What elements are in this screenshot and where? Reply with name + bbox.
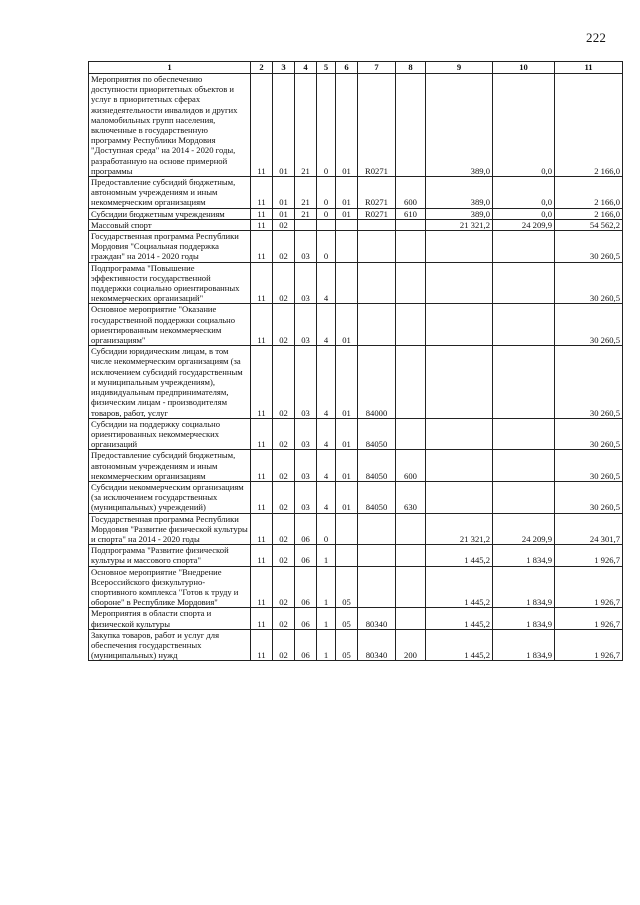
header-row bbox=[89, 62, 623, 74]
budget-table bbox=[88, 61, 623, 661]
amount-col-9 bbox=[426, 304, 493, 346]
razdel-code: 11 bbox=[251, 262, 273, 304]
row-name: Основное мероприятие "Оказание государственной поддержки социально ориентированным некоммерческим организациям" bbox=[89, 304, 251, 346]
razdel-code: 11 bbox=[251, 219, 273, 230]
expense-type-code: 600 bbox=[396, 450, 426, 482]
podrazdel-code: 01 bbox=[273, 208, 295, 219]
col-header: 8 bbox=[396, 62, 426, 74]
amount-col-9: 389,0 bbox=[426, 74, 493, 177]
table-row bbox=[89, 545, 623, 566]
measure-code: 01 bbox=[336, 418, 358, 450]
row-name: Субсидии бюджетным учреждениям bbox=[89, 208, 251, 219]
amount-col-11: 1 926,7 bbox=[555, 566, 623, 608]
subprogram-code: 0 bbox=[317, 74, 336, 177]
expense-type-code bbox=[396, 608, 426, 629]
row-name: Государственная программа Республики Мордовия "Развитие физической культуры и спорта" на 2014 - 2020 годы bbox=[89, 513, 251, 545]
amount-col-10: 0,0 bbox=[493, 74, 555, 177]
row-name: Предоставление субсидий бюджетным, автономным учреждениям и иным некоммерческим организациям bbox=[89, 177, 251, 209]
amount-col-10: 0,0 bbox=[493, 208, 555, 219]
podrazdel-code: 02 bbox=[273, 418, 295, 450]
amount-col-9 bbox=[426, 262, 493, 304]
table-row bbox=[89, 231, 623, 263]
row-name: Подпрограмма "Повышение эффективности государственной поддержки социально ориентированных некоммерческих организаций" bbox=[89, 262, 251, 304]
amount-col-9 bbox=[426, 481, 493, 513]
col-header: 10 bbox=[493, 62, 555, 74]
target-article-code bbox=[358, 513, 396, 545]
row-name: Государственная программа Республики Мордовия "Социальная поддержка граждан" на 2014 - 2020 годы bbox=[89, 231, 251, 263]
row-name: Субсидии юридическим лицам, в том числе некоммерческим организациям (за исключением субсидий государственным и муниципальным учреждениям), индивидуальным предпринимателям, физическим лицам - производителям товаров, работ, услуг bbox=[89, 346, 251, 418]
razdel-code: 11 bbox=[251, 231, 273, 263]
razdel-code: 11 bbox=[251, 208, 273, 219]
subprogram-code: 4 bbox=[317, 481, 336, 513]
expense-type-code bbox=[396, 219, 426, 230]
measure-code: 01 bbox=[336, 304, 358, 346]
expense-type-code: 600 bbox=[396, 177, 426, 209]
amount-col-10 bbox=[493, 231, 555, 263]
measure-code: 01 bbox=[336, 74, 358, 177]
amount-col-10 bbox=[493, 262, 555, 304]
table-row bbox=[89, 208, 623, 219]
podrazdel-code: 01 bbox=[273, 74, 295, 177]
expense-type-code bbox=[396, 513, 426, 545]
measure-code bbox=[336, 513, 358, 545]
amount-col-11: 2 166,0 bbox=[555, 177, 623, 209]
amount-col-11: 30 260,5 bbox=[555, 304, 623, 346]
subprogram-code: 0 bbox=[317, 231, 336, 263]
row-name: Субсидии на поддержку социально ориентированных некоммерческих организаций bbox=[89, 418, 251, 450]
measure-code bbox=[336, 219, 358, 230]
subprogram-code: 0 bbox=[317, 177, 336, 209]
amount-col-9: 1 445,2 bbox=[426, 566, 493, 608]
razdel-code: 11 bbox=[251, 545, 273, 566]
table-row bbox=[89, 566, 623, 608]
row-name: Мероприятия в области спорта и физической культуры bbox=[89, 608, 251, 629]
target-article-code: 80340 bbox=[358, 608, 396, 629]
measure-code: 01 bbox=[336, 346, 358, 418]
expense-type-code: 200 bbox=[396, 629, 426, 661]
podrazdel-code: 02 bbox=[273, 608, 295, 629]
expense-type-code bbox=[396, 346, 426, 418]
target-article-code: 84050 bbox=[358, 450, 396, 482]
subprogram-code: 4 bbox=[317, 304, 336, 346]
subprogram-code: 1 bbox=[317, 545, 336, 566]
podrazdel-code: 02 bbox=[273, 262, 295, 304]
expense-type-code bbox=[396, 418, 426, 450]
amount-col-11: 2 166,0 bbox=[555, 74, 623, 177]
podrazdel-code: 02 bbox=[273, 481, 295, 513]
measure-code: 01 bbox=[336, 450, 358, 482]
razdel-code: 11 bbox=[251, 346, 273, 418]
program-code: 03 bbox=[295, 262, 317, 304]
table-row bbox=[89, 74, 623, 177]
razdel-code: 11 bbox=[251, 418, 273, 450]
col-header: 3 bbox=[273, 62, 295, 74]
amount-col-9 bbox=[426, 231, 493, 263]
subprogram-code: 4 bbox=[317, 346, 336, 418]
razdel-code: 11 bbox=[251, 74, 273, 177]
table-row bbox=[89, 304, 623, 346]
expense-type-code: 610 bbox=[396, 208, 426, 219]
razdel-code: 11 bbox=[251, 513, 273, 545]
amount-col-10: 1 834,9 bbox=[493, 608, 555, 629]
table-row bbox=[89, 219, 623, 230]
razdel-code: 11 bbox=[251, 481, 273, 513]
podrazdel-code: 02 bbox=[273, 450, 295, 482]
expense-type-code bbox=[396, 262, 426, 304]
measure-code bbox=[336, 545, 358, 566]
expense-type-code bbox=[396, 74, 426, 177]
program-code: 03 bbox=[295, 418, 317, 450]
subprogram-code bbox=[317, 219, 336, 230]
amount-col-9: 1 445,2 bbox=[426, 545, 493, 566]
program-code: 03 bbox=[295, 231, 317, 263]
amount-col-10: 24 209,9 bbox=[493, 513, 555, 545]
row-name: Мероприятия по обеспечению доступности приоритетных объектов и услуг в приоритетных сферах жизнедеятельности инвалидов и других маломобильных групп населения, включенные в государственную программу Республики Мордовия "Доступная среда" на 2014 - 2020 годы, разработанную на основе примерной программы bbox=[89, 74, 251, 177]
amount-col-11: 30 260,5 bbox=[555, 231, 623, 263]
table-row bbox=[89, 450, 623, 482]
podrazdel-code: 02 bbox=[273, 629, 295, 661]
amount-col-11: 30 260,5 bbox=[555, 346, 623, 418]
col-header: 6 bbox=[336, 62, 358, 74]
podrazdel-code: 02 bbox=[273, 566, 295, 608]
program-code: 06 bbox=[295, 629, 317, 661]
amount-col-9: 389,0 bbox=[426, 177, 493, 209]
measure-code bbox=[336, 231, 358, 263]
target-article-code bbox=[358, 219, 396, 230]
measure-code: 05 bbox=[336, 566, 358, 608]
target-article-code: 84000 bbox=[358, 346, 396, 418]
table-row bbox=[89, 262, 623, 304]
program-code: 03 bbox=[295, 304, 317, 346]
amount-col-10 bbox=[493, 481, 555, 513]
podrazdel-code: 02 bbox=[273, 346, 295, 418]
amount-col-11: 30 260,5 bbox=[555, 450, 623, 482]
amount-col-11: 2 166,0 bbox=[555, 208, 623, 219]
target-article-code: R0271 bbox=[358, 74, 396, 177]
program-code: 06 bbox=[295, 566, 317, 608]
amount-col-9 bbox=[426, 450, 493, 482]
amount-col-11: 1 926,7 bbox=[555, 629, 623, 661]
razdel-code: 11 bbox=[251, 304, 273, 346]
program-code: 21 bbox=[295, 208, 317, 219]
amount-col-10 bbox=[493, 450, 555, 482]
subprogram-code: 4 bbox=[317, 450, 336, 482]
table-row bbox=[89, 629, 623, 661]
podrazdel-code: 02 bbox=[273, 304, 295, 346]
razdel-code: 11 bbox=[251, 450, 273, 482]
amount-col-11: 1 926,7 bbox=[555, 608, 623, 629]
amount-col-10: 1 834,9 bbox=[493, 545, 555, 566]
target-article-code: R0271 bbox=[358, 208, 396, 219]
subprogram-code: 4 bbox=[317, 262, 336, 304]
program-code: 06 bbox=[295, 545, 317, 566]
amount-col-9: 21 321,2 bbox=[426, 219, 493, 230]
podrazdel-code: 02 bbox=[273, 545, 295, 566]
target-article-code bbox=[358, 566, 396, 608]
podrazdel-code: 01 bbox=[273, 177, 295, 209]
podrazdel-code: 02 bbox=[273, 231, 295, 263]
col-header: 9 bbox=[426, 62, 493, 74]
amount-col-10: 0,0 bbox=[493, 177, 555, 209]
row-name: Подпрограмма "Развитие физической культуры и массового спорта" bbox=[89, 545, 251, 566]
target-article-code bbox=[358, 262, 396, 304]
amount-col-9: 1 445,2 bbox=[426, 608, 493, 629]
table-row bbox=[89, 513, 623, 545]
target-article-code bbox=[358, 231, 396, 263]
row-name: Массовый спорт bbox=[89, 219, 251, 230]
measure-code: 01 bbox=[336, 177, 358, 209]
expense-type-code bbox=[396, 231, 426, 263]
row-name: Субсидии некоммерческим организациям (за исключением государственных (муниципальных) учреждений) bbox=[89, 481, 251, 513]
razdel-code: 11 bbox=[251, 608, 273, 629]
amount-col-10: 1 834,9 bbox=[493, 566, 555, 608]
expense-type-code bbox=[396, 304, 426, 346]
amount-col-11: 30 260,5 bbox=[555, 481, 623, 513]
razdel-code: 11 bbox=[251, 629, 273, 661]
page-number: 222 bbox=[586, 30, 607, 45]
measure-code: 01 bbox=[336, 481, 358, 513]
target-article-code bbox=[358, 545, 396, 566]
table-row bbox=[89, 608, 623, 629]
program-code: 03 bbox=[295, 481, 317, 513]
razdel-code: 11 bbox=[251, 566, 273, 608]
row-name: Основное мероприятие "Внедрение Всероссийского физкультурно-спортивного комплекса "Готов к труду и обороне" в Республике Мордовия" bbox=[89, 566, 251, 608]
col-header: 4 bbox=[295, 62, 317, 74]
table-row bbox=[89, 481, 623, 513]
expense-type-code: 630 bbox=[396, 481, 426, 513]
table-row bbox=[89, 418, 623, 450]
subprogram-code: 1 bbox=[317, 566, 336, 608]
amount-col-10: 24 209,9 bbox=[493, 219, 555, 230]
expense-type-code bbox=[396, 566, 426, 608]
measure-code: 05 bbox=[336, 608, 358, 629]
expense-type-code bbox=[396, 545, 426, 566]
table-row bbox=[89, 177, 623, 209]
razdel-code: 11 bbox=[251, 177, 273, 209]
amount-col-11: 24 301,7 bbox=[555, 513, 623, 545]
measure-code: 01 bbox=[336, 208, 358, 219]
measure-code bbox=[336, 262, 358, 304]
target-article-code: 84050 bbox=[358, 481, 396, 513]
subprogram-code: 4 bbox=[317, 418, 336, 450]
amount-col-9: 21 321,2 bbox=[426, 513, 493, 545]
amount-col-10 bbox=[493, 418, 555, 450]
amount-col-9: 389,0 bbox=[426, 208, 493, 219]
amount-col-10 bbox=[493, 304, 555, 346]
amount-col-9 bbox=[426, 346, 493, 418]
subprogram-code: 0 bbox=[317, 513, 336, 545]
col-header: 2 bbox=[251, 62, 273, 74]
target-article-code bbox=[358, 304, 396, 346]
col-header: 1 bbox=[89, 62, 251, 74]
amount-col-10 bbox=[493, 346, 555, 418]
measure-code: 05 bbox=[336, 629, 358, 661]
subprogram-code: 1 bbox=[317, 608, 336, 629]
col-header: 5 bbox=[317, 62, 336, 74]
col-header: 7 bbox=[358, 62, 396, 74]
subprogram-code: 0 bbox=[317, 208, 336, 219]
row-name: Предоставление субсидий бюджетным, автономным учреждениям и иным некоммерческим организациям bbox=[89, 450, 251, 482]
target-article-code: 84050 bbox=[358, 418, 396, 450]
program-code: 06 bbox=[295, 608, 317, 629]
program-code: 03 bbox=[295, 450, 317, 482]
amount-col-10: 1 834,9 bbox=[493, 629, 555, 661]
podrazdel-code: 02 bbox=[273, 513, 295, 545]
program-code: 06 bbox=[295, 513, 317, 545]
amount-col-9: 1 445,2 bbox=[426, 629, 493, 661]
amount-col-11: 30 260,5 bbox=[555, 418, 623, 450]
program-code bbox=[295, 219, 317, 230]
podrazdel-code: 02 bbox=[273, 219, 295, 230]
col-header: 11 bbox=[555, 62, 623, 74]
row-name: Закупка товаров, работ и услуг для обеспечения государственных (муниципальных) нужд bbox=[89, 629, 251, 661]
subprogram-code: 1 bbox=[317, 629, 336, 661]
amount-col-11: 1 926,7 bbox=[555, 545, 623, 566]
program-code: 21 bbox=[295, 74, 317, 177]
program-code: 03 bbox=[295, 346, 317, 418]
amount-col-9 bbox=[426, 418, 493, 450]
amount-col-11: 30 260,5 bbox=[555, 262, 623, 304]
program-code: 21 bbox=[295, 177, 317, 209]
target-article-code: 80340 bbox=[358, 629, 396, 661]
target-article-code: R0271 bbox=[358, 177, 396, 209]
table-row bbox=[89, 346, 623, 418]
amount-col-11: 54 562,2 bbox=[555, 219, 623, 230]
